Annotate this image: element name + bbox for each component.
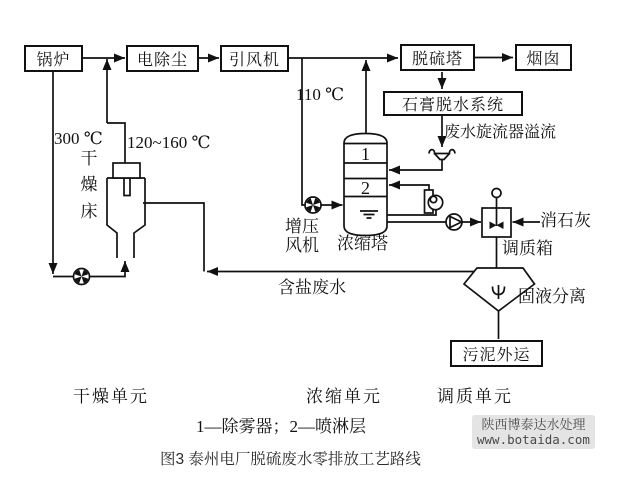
temp-300-label: 300 ℃ bbox=[54, 129, 103, 148]
concentration-tower-label: 浓缩塔 bbox=[337, 234, 388, 253]
cyclone-overflow-label: 废水旋流器溢流 bbox=[444, 124, 557, 141]
agitator-motor-icon bbox=[492, 189, 501, 198]
conditioning-tank-label: 调质箱 bbox=[502, 239, 553, 258]
temp-120-160-label: 120~160 ℃ bbox=[127, 133, 211, 152]
tower-zone-1-label: 1 bbox=[361, 144, 370, 164]
watermark-badge bbox=[472, 415, 595, 449]
boiler-box: 锅炉 bbox=[24, 45, 83, 72]
booster-fan-label: 增压风机 bbox=[285, 217, 319, 256]
tower-zone-2-label: 2 bbox=[361, 178, 370, 198]
circulation-pump-icon bbox=[425, 190, 443, 213]
gypsum-dewatering-box: 石膏脱水系统 bbox=[383, 91, 523, 116]
booster-fan-icon bbox=[305, 197, 321, 213]
watermark-text: 陕西博泰达水处理 bbox=[481, 417, 586, 432]
sludge-out-box: 污泥外运 bbox=[450, 340, 543, 367]
drying-unit-label: 干燥单元 bbox=[73, 387, 149, 406]
figure-legend: 1—除雾器；2—喷淋层 bbox=[196, 417, 366, 436]
transfer-pump-icon bbox=[446, 214, 462, 230]
drying-bed-vessel bbox=[107, 163, 145, 258]
id-fan-box: 引风机 bbox=[220, 45, 289, 72]
figure-caption: 图3 泰州电厂脱硫废水零排放工艺路线 bbox=[160, 451, 421, 468]
slaked-lime-label: 消石灰 bbox=[540, 211, 591, 230]
conditioning-tank-vessel bbox=[482, 189, 511, 238]
hot-air-fan-icon bbox=[74, 269, 90, 285]
fgd-tower-box: 脱硫塔 bbox=[400, 44, 475, 71]
solid-liquid-separation-label: 固液分离 bbox=[518, 287, 586, 306]
drying-bed-label: 干燥床 bbox=[80, 149, 98, 221]
stack-box: 烟囱 bbox=[515, 44, 572, 71]
temp-110-label: 110 ℃ bbox=[296, 85, 345, 104]
esp-box: 电除尘 bbox=[126, 45, 199, 72]
overflow-dish-icon bbox=[429, 150, 455, 160]
salty-wastewater-label: 含盐废水 bbox=[278, 278, 346, 297]
conditioning-unit-label: 调质单元 bbox=[437, 387, 513, 406]
watermark-url: www.botaida.com bbox=[477, 431, 590, 447]
concentration-unit-label: 浓缩单元 bbox=[306, 387, 382, 406]
